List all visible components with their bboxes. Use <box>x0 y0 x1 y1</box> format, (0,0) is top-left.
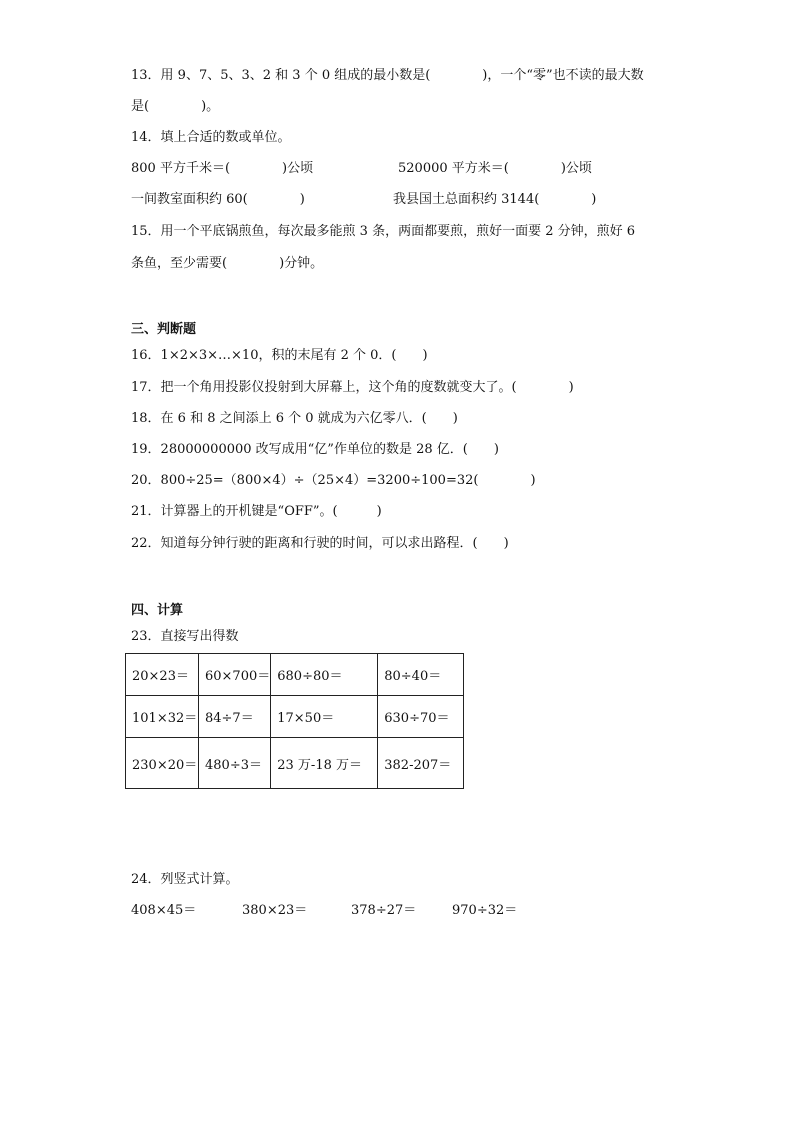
q24-item: 408×45＝ <box>131 903 197 918</box>
judge-item: 18．在 6 和 8 之间添上 6 个 0 就成为六亿零八．( ) <box>131 411 458 426</box>
q24-item: 378÷27＝ <box>351 903 417 918</box>
q14-item-d: 我县国土总面积约 3144( ) <box>393 192 597 207</box>
q24-item: 970÷32＝ <box>452 903 518 918</box>
q13-line2: 是( )。 <box>131 99 220 114</box>
table-cell: 20×23＝ <box>126 654 199 696</box>
q15-line2: 条鱼，至少需要( )分钟。 <box>131 256 324 271</box>
table-cell: 480÷3＝ <box>199 738 271 789</box>
q14-item-c: 一间教室面积约 60( ) <box>131 192 305 207</box>
judge-item: 17．把一个角用投影仪投射到大屏幕上，这个角的度数就变大了。( ) <box>131 380 574 395</box>
judge-item: 19．28000000000 改写成用“亿”作单位的数是 28 亿．( ) <box>131 442 499 457</box>
q23-title: 23．直接写出得数 <box>131 629 239 644</box>
judge-heading: 三、判断题 <box>131 322 197 337</box>
table-cell: 630÷70＝ <box>378 696 464 738</box>
q15-line1: 15．用一个平底锅煎鱼，每次最多能煎 3 条，两面都要煎，煎好一面要 2 分钟，煎好 6 <box>131 224 636 239</box>
table-row <box>126 738 464 789</box>
table-cell: 382-207＝ <box>378 738 464 789</box>
q14-item-a: 800 平方千米＝( )公顷 <box>131 161 314 176</box>
direct-calc-table <box>125 653 464 789</box>
table-cell: 23 万-18 万＝ <box>271 738 378 789</box>
table-cell: 80÷40＝ <box>378 654 464 696</box>
table-cell: 230×20＝ <box>126 738 199 789</box>
q24-item: 380×23＝ <box>242 903 308 918</box>
table-cell: 680÷80＝ <box>271 654 378 696</box>
table-cell: 101×32＝ <box>126 696 199 738</box>
table-cell: 84÷7＝ <box>199 696 271 738</box>
q13-line1: 13．用 9、7、5、3、2 和 3 个 0 组成的最小数是( )，一个“零”也不读的最大数 <box>131 68 644 83</box>
table-cell: 17×50＝ <box>271 696 378 738</box>
table-row <box>126 696 464 738</box>
judge-item: 20．800÷25=（800×4）÷（25×4）=3200÷100=32( ) <box>131 473 536 488</box>
q14-title: 14．填上合适的数或单位。 <box>131 130 291 145</box>
calc-heading: 四、计算 <box>131 603 184 618</box>
judge-item: 16．1×2×3×…×10，积的末尾有 2 个 0．( ) <box>131 348 428 363</box>
q14-item-b: 520000 平方米＝( )公顷 <box>398 161 592 176</box>
judge-item: 22．知道每分钟行驶的距离和行驶的时间，可以求出路程．( ) <box>131 536 509 551</box>
judge-item: 21．计算器上的开机键是“OFF”。( ) <box>131 504 382 519</box>
table-cell: 60×700＝ <box>199 654 271 696</box>
table-row <box>126 654 464 696</box>
q24-title: 24．列竖式计算。 <box>131 872 239 887</box>
